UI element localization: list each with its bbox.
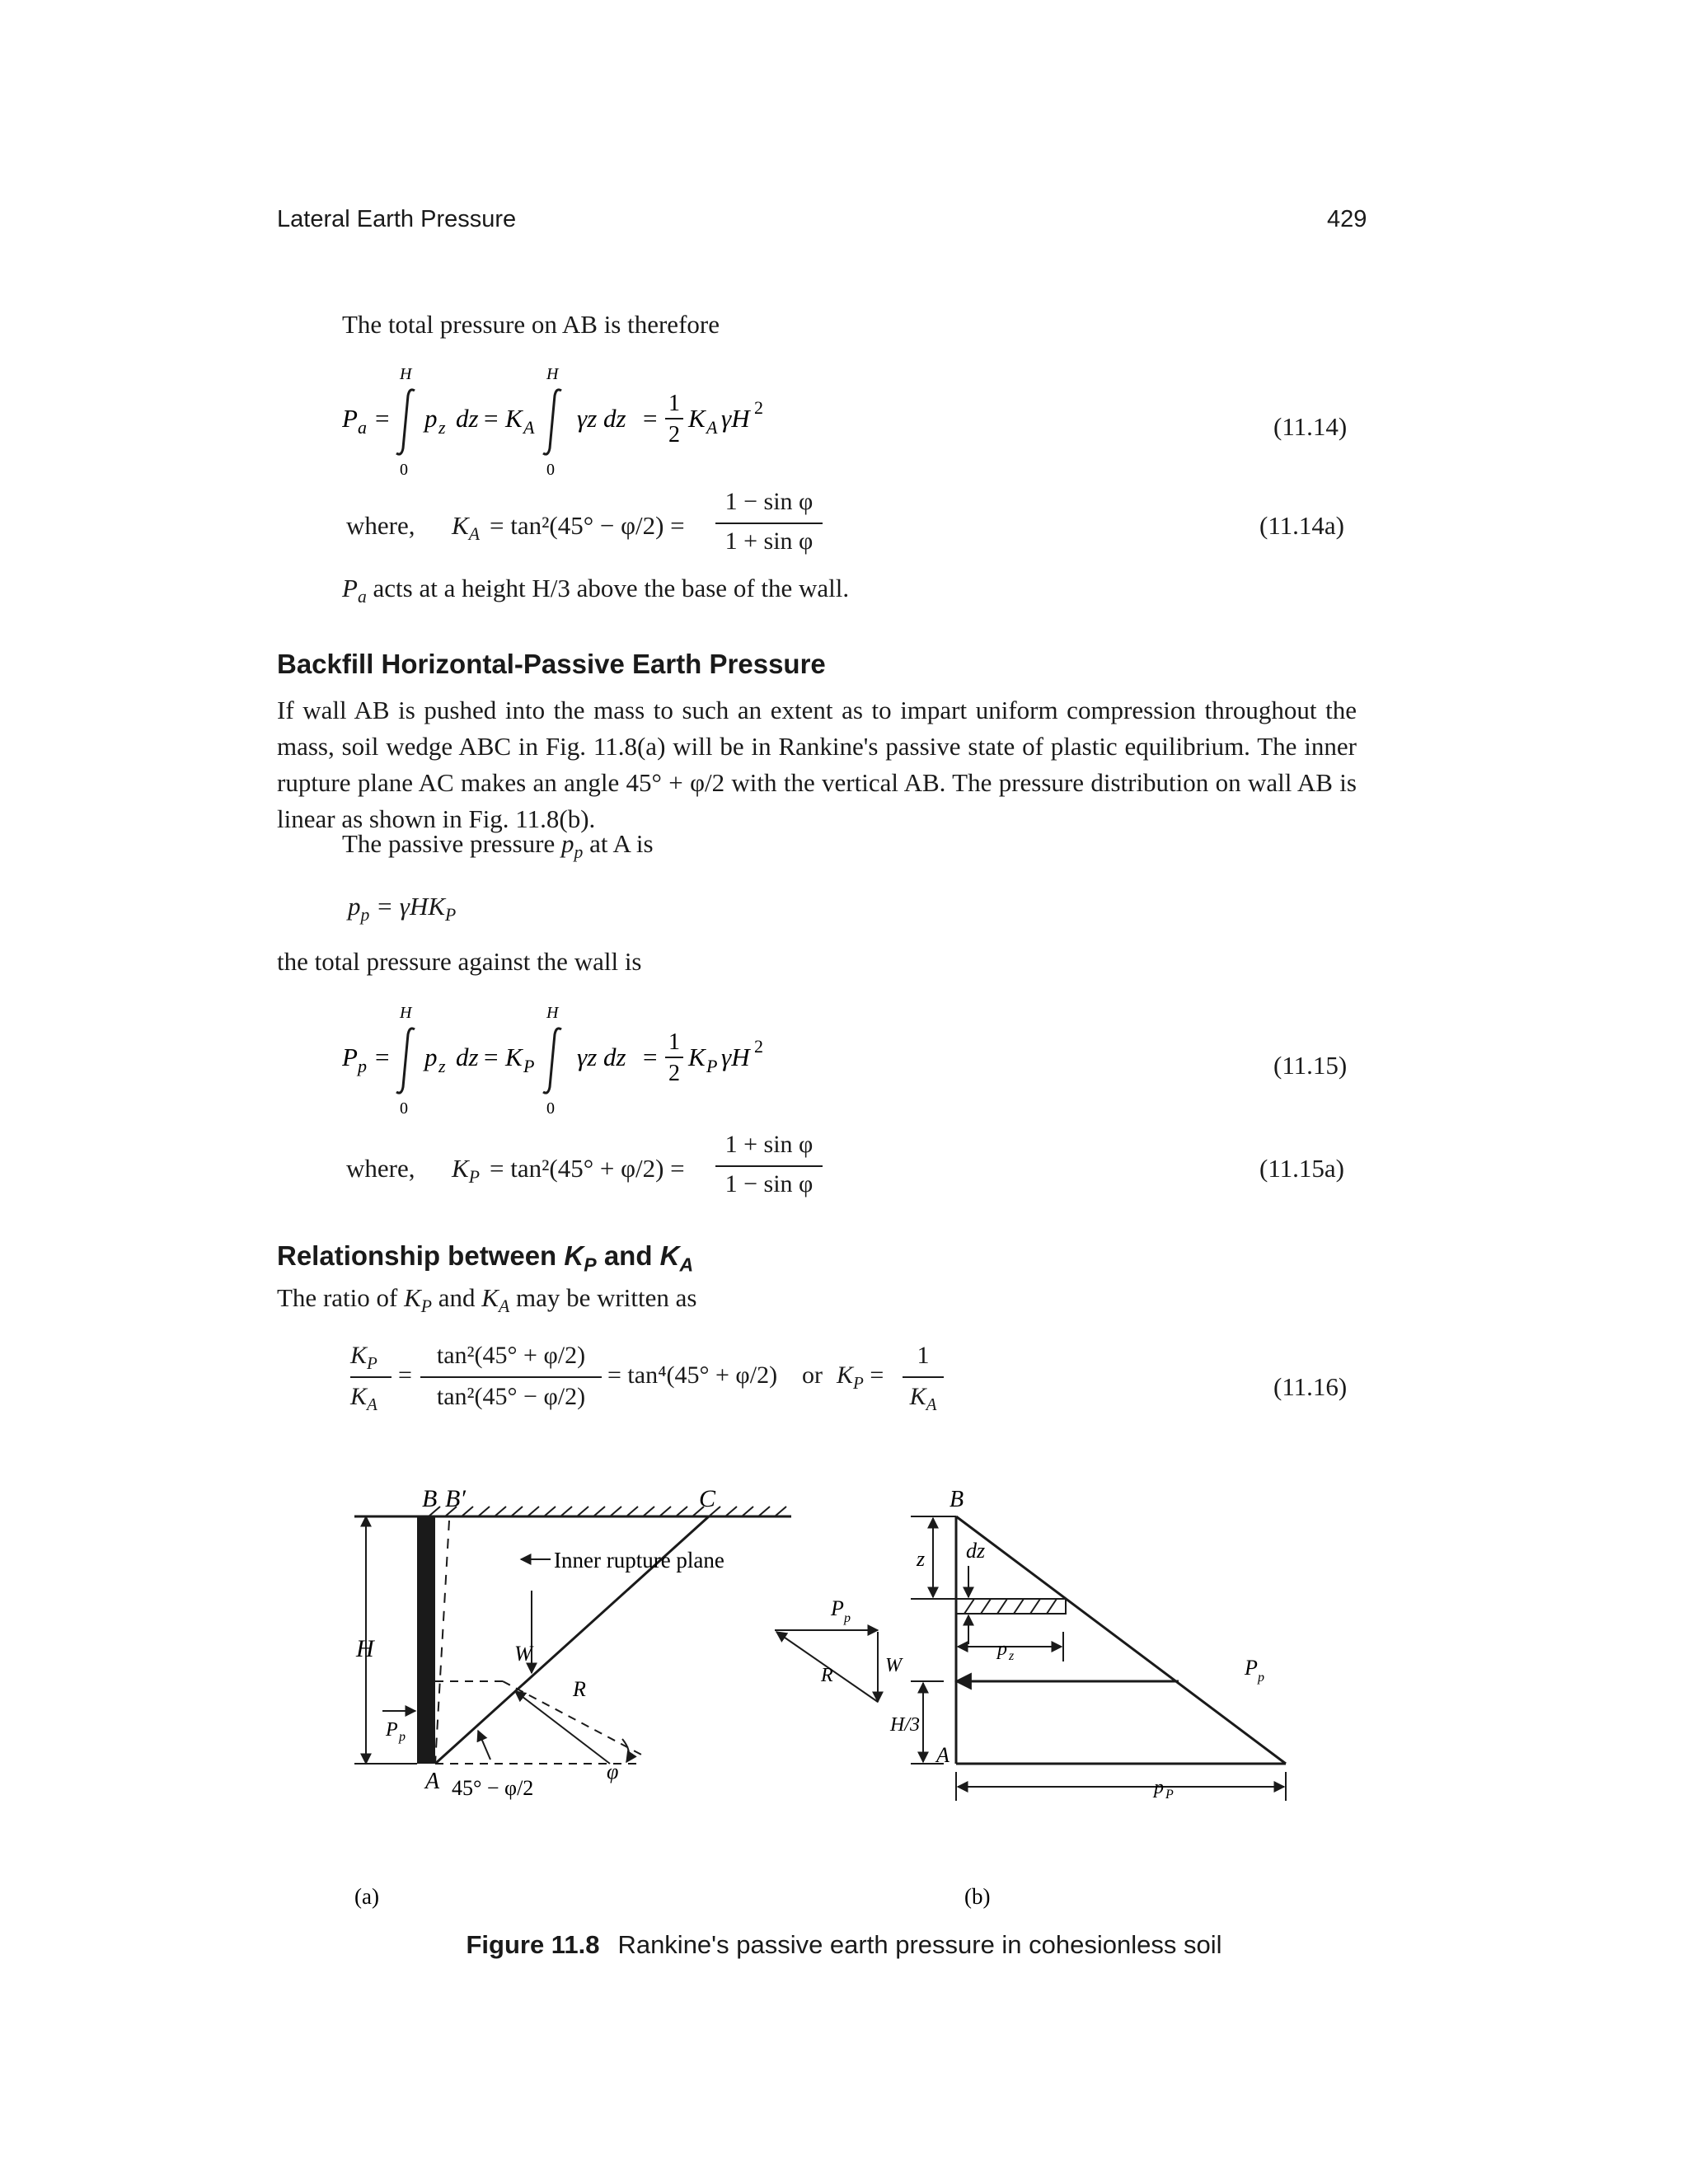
svg-text:=: =: [375, 404, 390, 433]
force-triangle: [775, 1596, 903, 1702]
svg-text:K: K: [688, 1043, 706, 1071]
where-label-2: where,: [346, 1154, 415, 1183]
svg-text:P: P: [342, 404, 358, 433]
passive-paragraph: If wall AB is pushed into the mass to such an extent as to impart uniform compression throughout the mass, soil wedge ABC in Fig. 11.8(a) will be in Rankine's passive state of plastic equilibrium. The inner rupture plane AC makes an angle 45° + φ/2 with the vertical AB. The pressure distribution on wall AB is linear as shown in Fig. 11.8(b).: [277, 696, 1357, 833]
svg-text:p: p: [424, 1043, 438, 1071]
label-c: C: [699, 1485, 716, 1512]
svg-text:H: H: [400, 365, 412, 383]
svg-text:2: 2: [668, 422, 680, 448]
ka-subscript: A: [468, 524, 480, 545]
svg-text:2: 2: [668, 1061, 680, 1086]
or-word: or: [802, 1361, 823, 1389]
triangle-label-r: R: [821, 1665, 833, 1686]
svg-text:p: p: [424, 404, 438, 433]
figure-caption-text: Rankine's passive earth pressure in cohesionless soil: [617, 1930, 1222, 1959]
svg-text:K: K: [505, 404, 523, 433]
svg-text:p: p: [358, 1056, 367, 1076]
page-number: 429: [1327, 206, 1367, 232]
figure-label-a: (a): [354, 1884, 379, 1909]
svg-text:0: 0: [546, 1099, 555, 1117]
equation-11-15-graphic: [342, 1001, 837, 1117]
svg-text:a: a: [358, 417, 367, 438]
svg-text:z: z: [438, 1056, 446, 1076]
where-label: where,: [346, 511, 415, 540]
total-pressure-lead: The total pressure on AB is therefore: [342, 310, 720, 339]
svg-text:H: H: [400, 1004, 412, 1022]
svg-text:A: A: [706, 417, 718, 438]
svg-text:1: 1: [668, 1029, 680, 1055]
ka-symbol: K: [452, 511, 469, 540]
svg-text:γH: γH: [721, 1043, 750, 1071]
label-b-panel-b: B: [950, 1487, 964, 1512]
svg-text:γz dz: γz dz: [577, 1043, 626, 1071]
tan4-expression: = tan⁴(45° + φ/2): [607, 1361, 778, 1389]
figure-panel-a: [354, 1485, 903, 1800]
label-pp-a: P: [386, 1719, 398, 1741]
svg-text:p: p: [844, 1611, 851, 1625]
label-pz: p: [997, 1638, 1007, 1660]
reaction-arrow: [515, 1691, 610, 1764]
kp-numerator: 1 + sin φ: [724, 1131, 814, 1158]
equation-11-14a: [346, 488, 841, 564]
pp-lead: The passive pressure $p_p$ at A is: [342, 829, 654, 863]
svg-text:P: P: [1165, 1788, 1174, 1802]
ratio-numerator: tan²(45° + φ/2): [436, 1342, 586, 1369]
equation-11-16: $K_P$ $K_A$ = tan²(45° + φ/2) tan²(45° − φ/2) = tan⁴(45° + φ/2) or $K_P$ = 1 $K_A$: [350, 1342, 993, 1424]
ka-denominator: 1 + sin φ: [724, 527, 814, 555]
label-pp-base: p: [1154, 1777, 1164, 1798]
svg-text:K: K: [688, 404, 706, 433]
ka-tan-expression: = tan²(45° − φ/2) =: [490, 511, 685, 540]
svg-text:H: H: [546, 1004, 559, 1022]
equation-number-11-14a: (11.14a): [1259, 511, 1345, 540]
retaining-wall: [417, 1516, 435, 1764]
equation-11-14: [342, 363, 837, 478]
section-heading-passive: Backfill Horizontal-Passive Earth Pressure: [277, 649, 826, 679]
dashed-line-b-prime: [435, 1521, 449, 1764]
svg-text:=: =: [484, 1043, 499, 1071]
equation-11-15a: [346, 1131, 841, 1207]
kp-tan-expression: = tan²(45° + φ/2) =: [490, 1154, 685, 1183]
equation-number-11-15: (11.15): [1273, 1051, 1348, 1080]
ratio-lead: The ratio of $K_P$ and $K_A$ may be written as: [277, 1283, 697, 1317]
svg-text:=: =: [484, 404, 499, 433]
figure-panel-b: [889, 1487, 1286, 1802]
svg-text:=: =: [375, 1043, 390, 1071]
label-b-prime: B′: [445, 1485, 466, 1512]
ground-hatching: [429, 1507, 786, 1516]
kp-subscript: P: [468, 1167, 480, 1188]
svg-text:0: 0: [400, 461, 408, 478]
running-header-title: Lateral Earth Pressure: [277, 206, 517, 232]
svg-text:=: =: [643, 1043, 658, 1071]
label-dz: dz: [966, 1539, 986, 1563]
svg-text:p: p: [1258, 1671, 1264, 1685]
label-w: W: [514, 1642, 532, 1666]
svg-text:0: 0: [400, 1099, 408, 1117]
svg-text:H: H: [546, 365, 559, 383]
label-r: R: [573, 1677, 586, 1701]
equation-number-11-15a: (11.15a): [1259, 1154, 1345, 1183]
svg-text:2: 2: [754, 1036, 763, 1057]
label-inner-rupture-plane: Inner rupture plane: [554, 1548, 724, 1572]
svg-text:2: 2: [754, 397, 763, 418]
figure-11-8: [330, 1475, 1352, 1912]
svg-text:γH: γH: [721, 404, 750, 433]
svg-text:dz: dz: [456, 1043, 479, 1071]
section-heading-relationship: Relationship between $K_P$ and $K_A$: [277, 1240, 694, 1276]
label-h: H: [356, 1635, 374, 1662]
label-angle: 45° − φ/2: [452, 1776, 534, 1800]
label-a: A: [425, 1769, 440, 1794]
svg-text:K: K: [505, 1043, 523, 1071]
equation-11-15: [342, 1001, 837, 1117]
ka-fraction-bar: [715, 523, 823, 524]
svg-text:0: 0: [546, 461, 555, 478]
equation-number-11-14: (11.14): [1273, 412, 1348, 441]
svg-text:p: p: [399, 1730, 406, 1744]
equation-number-11-16: (11.16): [1273, 1372, 1348, 1401]
svg-text:z: z: [438, 417, 446, 438]
svg-text:γz dz: γz dz: [577, 404, 626, 433]
svg-text:A: A: [523, 417, 535, 438]
svg-text:P: P: [342, 1043, 358, 1071]
svg-text:P: P: [523, 1056, 535, 1076]
ka-numerator: 1 − sin φ: [724, 488, 814, 515]
kp-denominator: 1 − sin φ: [724, 1170, 814, 1197]
equation-11-14-graphic: [342, 363, 837, 478]
figure-label-b: (b): [964, 1884, 991, 1909]
label-h3: H/3: [890, 1714, 920, 1736]
ratio-denominator: tan²(45° − φ/2): [436, 1383, 586, 1410]
kp-symbol: K: [452, 1154, 469, 1183]
svg-text:P: P: [706, 1056, 718, 1076]
svg-text:dz: dz: [456, 404, 479, 433]
figure-caption: [0, 1930, 1688, 1960]
triangle-label-w: W: [885, 1655, 902, 1676]
figure-caption-number: Figure 11.8: [466, 1930, 600, 1959]
pa-note: $P_a$ acts at a height H/3 above the base of the wall.: [342, 574, 850, 607]
triangle-label-pp: P: [831, 1596, 844, 1620]
label-b: B: [422, 1485, 438, 1512]
kp-fraction-bar: [715, 1165, 823, 1167]
pp-equation: $p_p = \gamma HK_P$: [348, 892, 457, 926]
label-a-panel-b: A: [936, 1743, 950, 1767]
svg-text:1: 1: [668, 391, 680, 416]
svg-text:z: z: [1009, 1649, 1015, 1663]
label-z: z: [917, 1547, 926, 1571]
total-pressure-wall-lead: the total pressure against the wall is: [277, 947, 642, 976]
label-phi: φ: [607, 1760, 619, 1783]
svg-text:=: =: [643, 404, 658, 433]
label-pp-panel-b: P: [1245, 1656, 1258, 1680]
